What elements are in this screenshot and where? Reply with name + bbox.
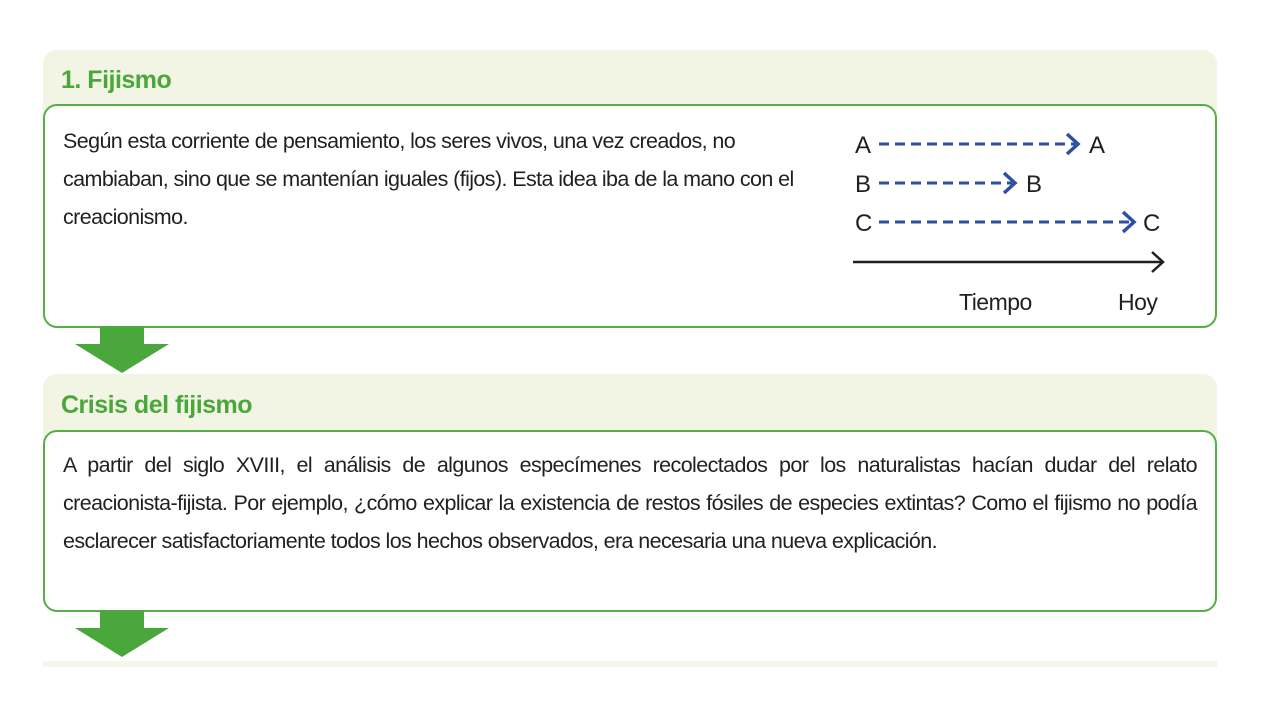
down-arrow-icon xyxy=(72,326,172,376)
crisis-description: A partir del siglo XVIII, el análisis de algunos especímenes recolectados por los naturalistas hacían dudar del relato creacionista-fijista. Por ejemplo, ¿cómo explicar la existencia de restos fósiles de especies extintas? Como el fijismo no podía esclarecer satisfactoriamente todos los hechos observados, era necesaria una nueva explicación. xyxy=(63,453,1197,553)
diagram-row-c-start: C xyxy=(855,210,873,237)
diagram-axis-label-today: Hoy xyxy=(1118,289,1158,315)
down-arrow-icon xyxy=(72,610,172,660)
next-section-edge xyxy=(43,661,1217,667)
diagram-row-a-start: A xyxy=(855,132,872,159)
crisis-section xyxy=(43,374,1217,612)
fijismo-heading: 1. Fijismo xyxy=(61,66,172,94)
fijismo-content-box xyxy=(43,104,1217,328)
diagram-row-c-end: C xyxy=(1143,210,1161,237)
fijismo-section xyxy=(43,50,1217,328)
crisis-content-box xyxy=(43,430,1217,612)
fijismo-description: Según esta corriente de pensamiento, los seres vivos, una vez creados, no cambiaban, sino que se mantenían iguales (fijos). Esta idea iba de la mano con el creacionismo. xyxy=(63,129,794,229)
crisis-heading: Crisis del fijismo xyxy=(61,391,253,419)
diagram-row-b-start: B xyxy=(855,171,872,198)
diagram-row-a-end: A xyxy=(1089,132,1106,159)
diagram-axis-label-time: Tiempo xyxy=(959,289,1032,315)
diagram-row-b-end: B xyxy=(1026,171,1043,198)
fijismo-diagram xyxy=(845,116,1215,326)
